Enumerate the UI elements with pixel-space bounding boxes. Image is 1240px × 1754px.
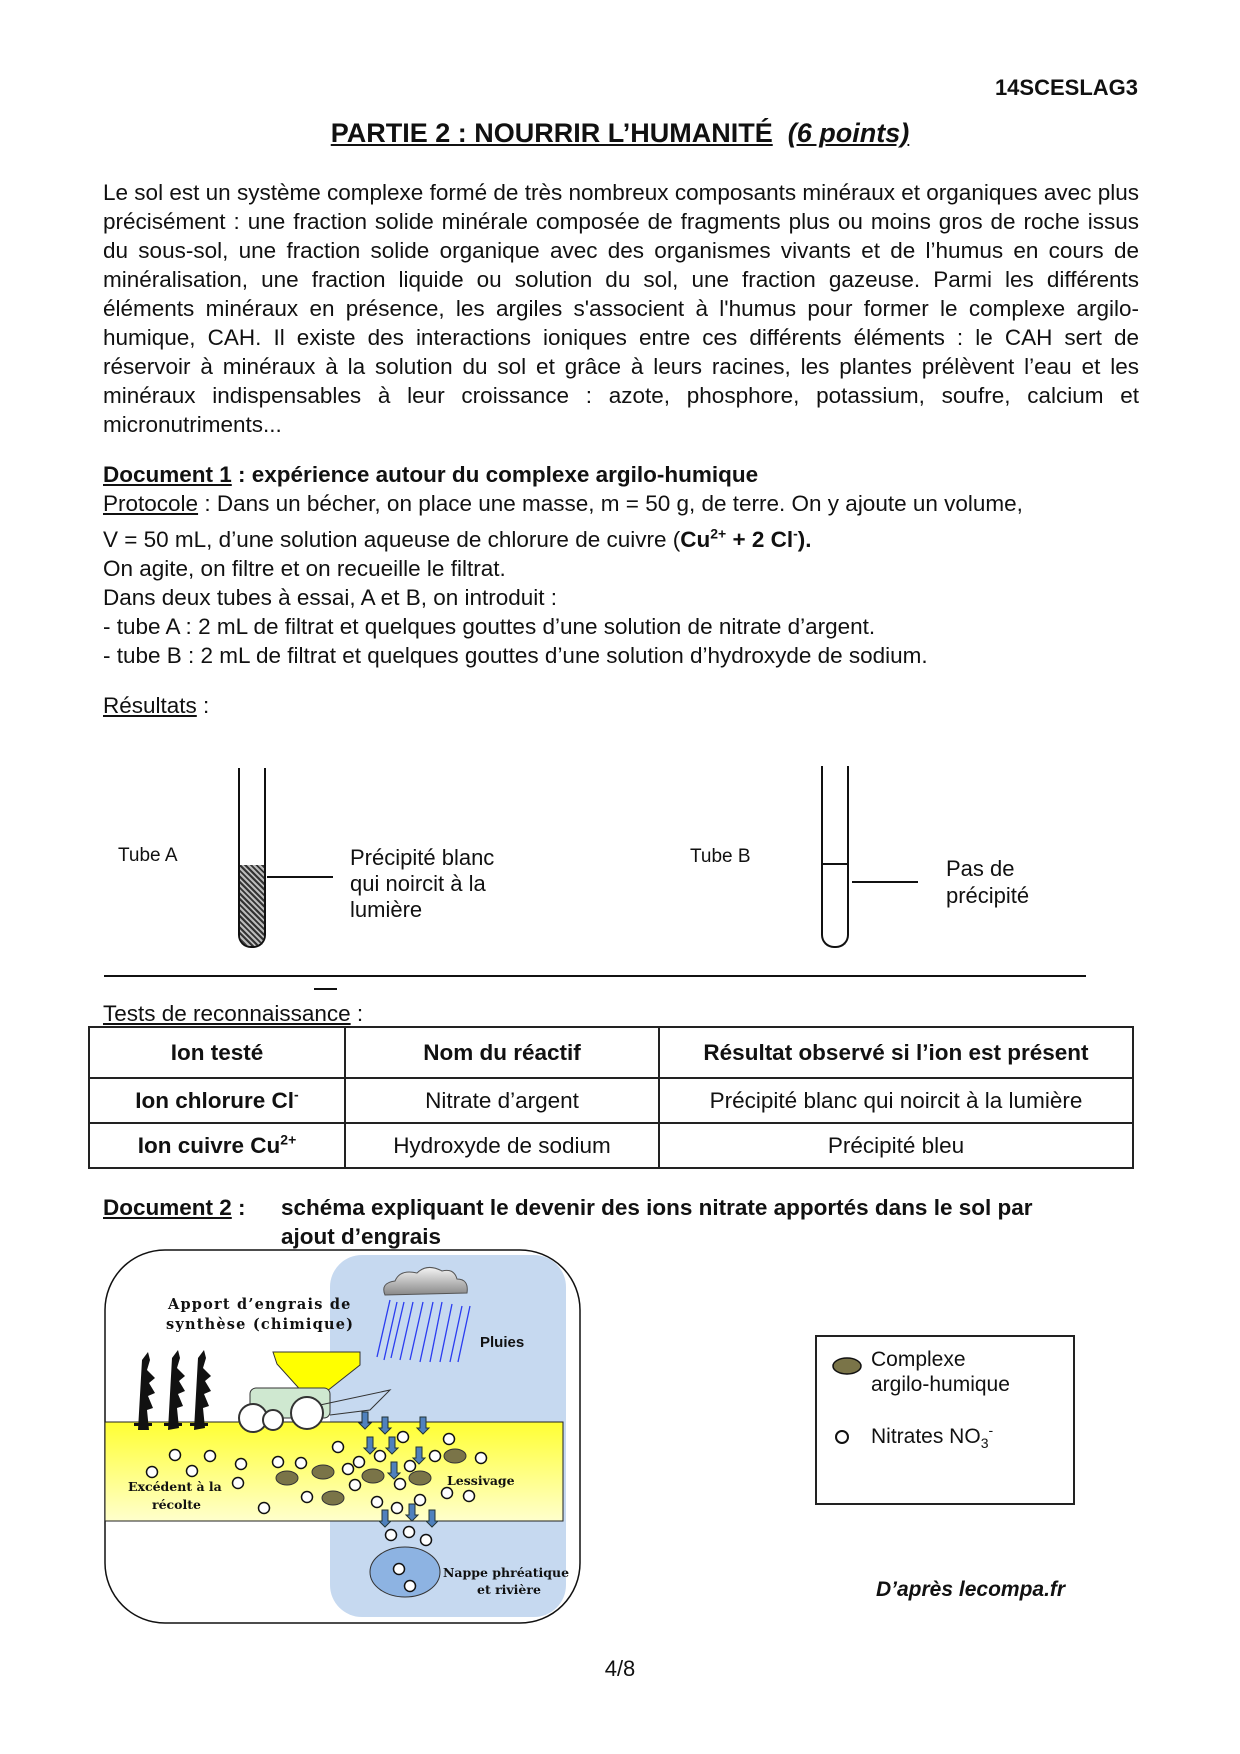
tests-label: Tests de reconnaissance bbox=[103, 1001, 351, 1026]
cell-ion bbox=[89, 1078, 345, 1123]
protocol-line-4: Dans deux tubes à essai, A et B, on introduit : bbox=[103, 585, 558, 610]
nitrate-ion bbox=[476, 1453, 487, 1464]
tube-b-label: Tube B bbox=[690, 846, 751, 867]
nitrate-ion bbox=[350, 1480, 361, 1491]
nitrate-legend-icon bbox=[834, 1429, 850, 1445]
tube-b bbox=[821, 766, 849, 948]
legend-complexe-line: Complexe bbox=[871, 1348, 966, 1371]
label-excedent: Excédent à la bbox=[128, 1479, 222, 1494]
ion-name: Ion chlorure Cl bbox=[135, 1087, 295, 1113]
formula-cl-charge: - bbox=[793, 525, 798, 542]
cell-result: Précipité blanc qui noircit à la lumière bbox=[659, 1078, 1133, 1123]
clay-humus-complex bbox=[444, 1449, 466, 1463]
table-row bbox=[89, 1078, 1133, 1123]
tube-b-result-line: précipité bbox=[946, 883, 1030, 908]
page-number: 4/8 bbox=[604, 1656, 636, 1681]
white-precipitate bbox=[240, 865, 264, 946]
nitrate-diagram bbox=[90, 1240, 610, 1640]
doc2-label: Document 2 bbox=[103, 1195, 232, 1220]
doc2-title-line-2: ajout d’engrais bbox=[281, 1224, 442, 1249]
label-apport: Apport d’engrais de bbox=[168, 1296, 352, 1313]
results-colon: : bbox=[196, 693, 210, 718]
formula-cl: + 2 Cl bbox=[726, 527, 794, 552]
protocol-text: : Dans un bécher, on place une masse, m = 50 g, de terre. On y ajoute un volume, bbox=[198, 491, 1023, 516]
nitrate-ion bbox=[273, 1457, 284, 1468]
crop-plants-icon bbox=[134, 1350, 211, 1430]
nitrate-ion bbox=[233, 1478, 244, 1489]
cell-reagent: Nitrate d’argent bbox=[345, 1078, 659, 1123]
nitrate-ion bbox=[187, 1466, 198, 1477]
tube-a-label: Tube A bbox=[118, 845, 178, 866]
protocol-line-2 bbox=[103, 525, 812, 554]
nitrate-ion bbox=[386, 1530, 397, 1541]
legend-nitrates bbox=[871, 1422, 994, 1452]
header-result: Résultat observé si l’ion est présent bbox=[659, 1027, 1133, 1078]
header-ion: Ion testé bbox=[89, 1027, 345, 1078]
nitrate-ion bbox=[415, 1495, 426, 1506]
document-code: 14SCESLAG3 bbox=[994, 75, 1138, 100]
tube-a-result-line: Précipité blanc bbox=[350, 845, 495, 870]
legend-nitrates-sub: 3 bbox=[980, 1435, 989, 1452]
nitrate-ion bbox=[343, 1464, 354, 1475]
nitrate-ion bbox=[421, 1535, 432, 1546]
protocol-label: Protocole bbox=[103, 491, 199, 516]
nitrate-ion bbox=[170, 1450, 181, 1461]
doc1-label: Document 1 bbox=[103, 462, 232, 487]
nitrate-ion bbox=[372, 1497, 383, 1508]
label-apport: synthèse (chimique) bbox=[166, 1316, 355, 1333]
nitrate-ion bbox=[333, 1442, 344, 1453]
source-credit: D’après lecompa.fr bbox=[876, 1578, 1066, 1601]
legend-complexe bbox=[871, 1347, 1010, 1397]
protocol-line-5: - tube A : 2 mL de filtrat et quelques gouttes d’une solution de nitrate d’argent. bbox=[103, 614, 876, 639]
label-nappe: Nappe phréatique bbox=[443, 1565, 570, 1580]
tube-a-pointer bbox=[267, 876, 333, 878]
formula bbox=[680, 527, 811, 552]
ion-charge: 2+ bbox=[280, 1131, 297, 1147]
table-header-row bbox=[89, 1027, 1133, 1078]
nitrate-ion bbox=[392, 1503, 403, 1514]
nitrate-ion bbox=[464, 1491, 475, 1502]
formula-end: ). bbox=[797, 527, 812, 552]
tube-a bbox=[238, 768, 266, 948]
nitrate-ion bbox=[375, 1451, 386, 1462]
tube-b-result bbox=[946, 855, 1029, 909]
nitrate-ion bbox=[404, 1527, 415, 1538]
results-heading bbox=[103, 691, 209, 720]
clay-humus-complex bbox=[362, 1469, 384, 1483]
nitrate-ion bbox=[354, 1457, 365, 1468]
cell-result: Précipité bleu bbox=[659, 1123, 1133, 1168]
nitrate-ion bbox=[236, 1459, 247, 1470]
legend-nitrates-sup: - bbox=[988, 1422, 994, 1438]
clay-humus-complex bbox=[312, 1465, 334, 1479]
nitrate-ion bbox=[405, 1581, 416, 1592]
doc2-title-line-1: schéma expliquant le devenir des ions nitrate apportés dans le sol par bbox=[281, 1195, 1033, 1220]
label-pluies: Pluies bbox=[480, 1334, 525, 1351]
tube-a-result-line: qui noircit à la bbox=[350, 871, 486, 896]
tube-b-result-line: Pas de bbox=[946, 856, 1015, 881]
nitrate-ion bbox=[442, 1488, 453, 1499]
nitrate-ion bbox=[394, 1564, 405, 1575]
nitrate-ion bbox=[398, 1432, 409, 1443]
results-label: Résultats bbox=[103, 693, 197, 718]
label-excedent: récolte bbox=[152, 1497, 201, 1512]
title-points: (6 points) bbox=[787, 118, 910, 148]
doc2-colon: : bbox=[231, 1195, 246, 1220]
label-nappe: et rivière bbox=[477, 1582, 541, 1597]
clay-humus-complex bbox=[409, 1471, 431, 1485]
clay-humus-complex bbox=[322, 1491, 344, 1505]
label-lessivage: Lessivage bbox=[447, 1473, 515, 1488]
doc1-heading bbox=[103, 460, 758, 489]
legend-nitrates-text: Nitrates NO bbox=[871, 1425, 981, 1448]
liquid-level bbox=[823, 863, 847, 865]
nitrate-ion bbox=[405, 1461, 416, 1472]
formula-cu: Cu bbox=[680, 527, 711, 552]
divider bbox=[104, 975, 1086, 977]
complex-legend-icon bbox=[831, 1356, 863, 1376]
title-main: PARTIE 2 : NOURRIR L’HUMANITÉ bbox=[330, 118, 773, 148]
nitrate-ion bbox=[259, 1503, 270, 1514]
nitrate-ion bbox=[395, 1479, 406, 1490]
nitrate-ion bbox=[302, 1492, 313, 1503]
cell-reagent: Hydroxyde de sodium bbox=[345, 1123, 659, 1168]
table-row bbox=[89, 1123, 1133, 1168]
protocol-line-3: On agite, on filtre et on recueille le filtrat. bbox=[103, 556, 506, 581]
nitrate-ion bbox=[205, 1451, 216, 1462]
header-reagent: Nom du réactif bbox=[345, 1027, 659, 1078]
dash-mark bbox=[314, 988, 337, 990]
tube-a-result-line: lumière bbox=[350, 897, 423, 922]
ion-name: Ion cuivre Cu bbox=[137, 1132, 281, 1158]
protocol-text-2: V = 50 mL, d’une solution aqueuse de chlorure de cuivre ( bbox=[103, 527, 681, 552]
protocol-line-6: - tube B : 2 mL de filtrat et quelques gouttes d’une solution d’hydroxyde de sodium. bbox=[103, 643, 928, 668]
clay-humus-complex bbox=[276, 1471, 298, 1485]
ion-charge: - bbox=[294, 1086, 299, 1102]
tests-heading bbox=[103, 999, 363, 1028]
protocol-line-1 bbox=[103, 489, 1023, 518]
nitrate-ion bbox=[147, 1467, 158, 1478]
tests-colon: : bbox=[350, 1001, 364, 1026]
page-title bbox=[0, 118, 1240, 149]
doc2-heading bbox=[103, 1193, 246, 1222]
tube-b-pointer bbox=[852, 881, 918, 883]
intro-paragraph: Le sol est un système complexe formé de très nombreux composants minéraux et organiques avec plus précisément : une fraction solide minérale composée de fragments plus ou moins gros de roche issus du sous-sol, une fraction solide organique avec des organismes vivants et de l’humus en cours de minéralisation, une fraction liquide ou solution du sol, une fraction gazeuse. Parmi les différents éléments minéraux en présence, les argiles s'associent à l'humus pour former le complexe argilo-humique, CAH. Il existe des interactions ioniques entre ces différents éléments : le CAH sert de réservoir à minéraux à la solution du sol et grâce à leurs racines, les plantes prélèvent l’eau et les minéraux indispensables à leur croissance : azote, phosphore, potassium, soufre, calcium et micronutriments... bbox=[103, 180, 1139, 437]
nitrate-ion bbox=[296, 1458, 307, 1469]
nitrate-ion bbox=[444, 1434, 455, 1445]
doc1-title: : expérience autour du complexe argilo-humique bbox=[231, 462, 759, 487]
cell-ion bbox=[89, 1123, 345, 1168]
formula-cu-charge: 2+ bbox=[710, 525, 727, 542]
recognition-tests-table bbox=[88, 1026, 1134, 1169]
legend-complexe-line: argilo-humique bbox=[871, 1373, 1010, 1396]
nitrate-ion bbox=[430, 1451, 441, 1462]
diagram-legend bbox=[815, 1335, 1075, 1505]
tube-a-result bbox=[350, 845, 494, 923]
